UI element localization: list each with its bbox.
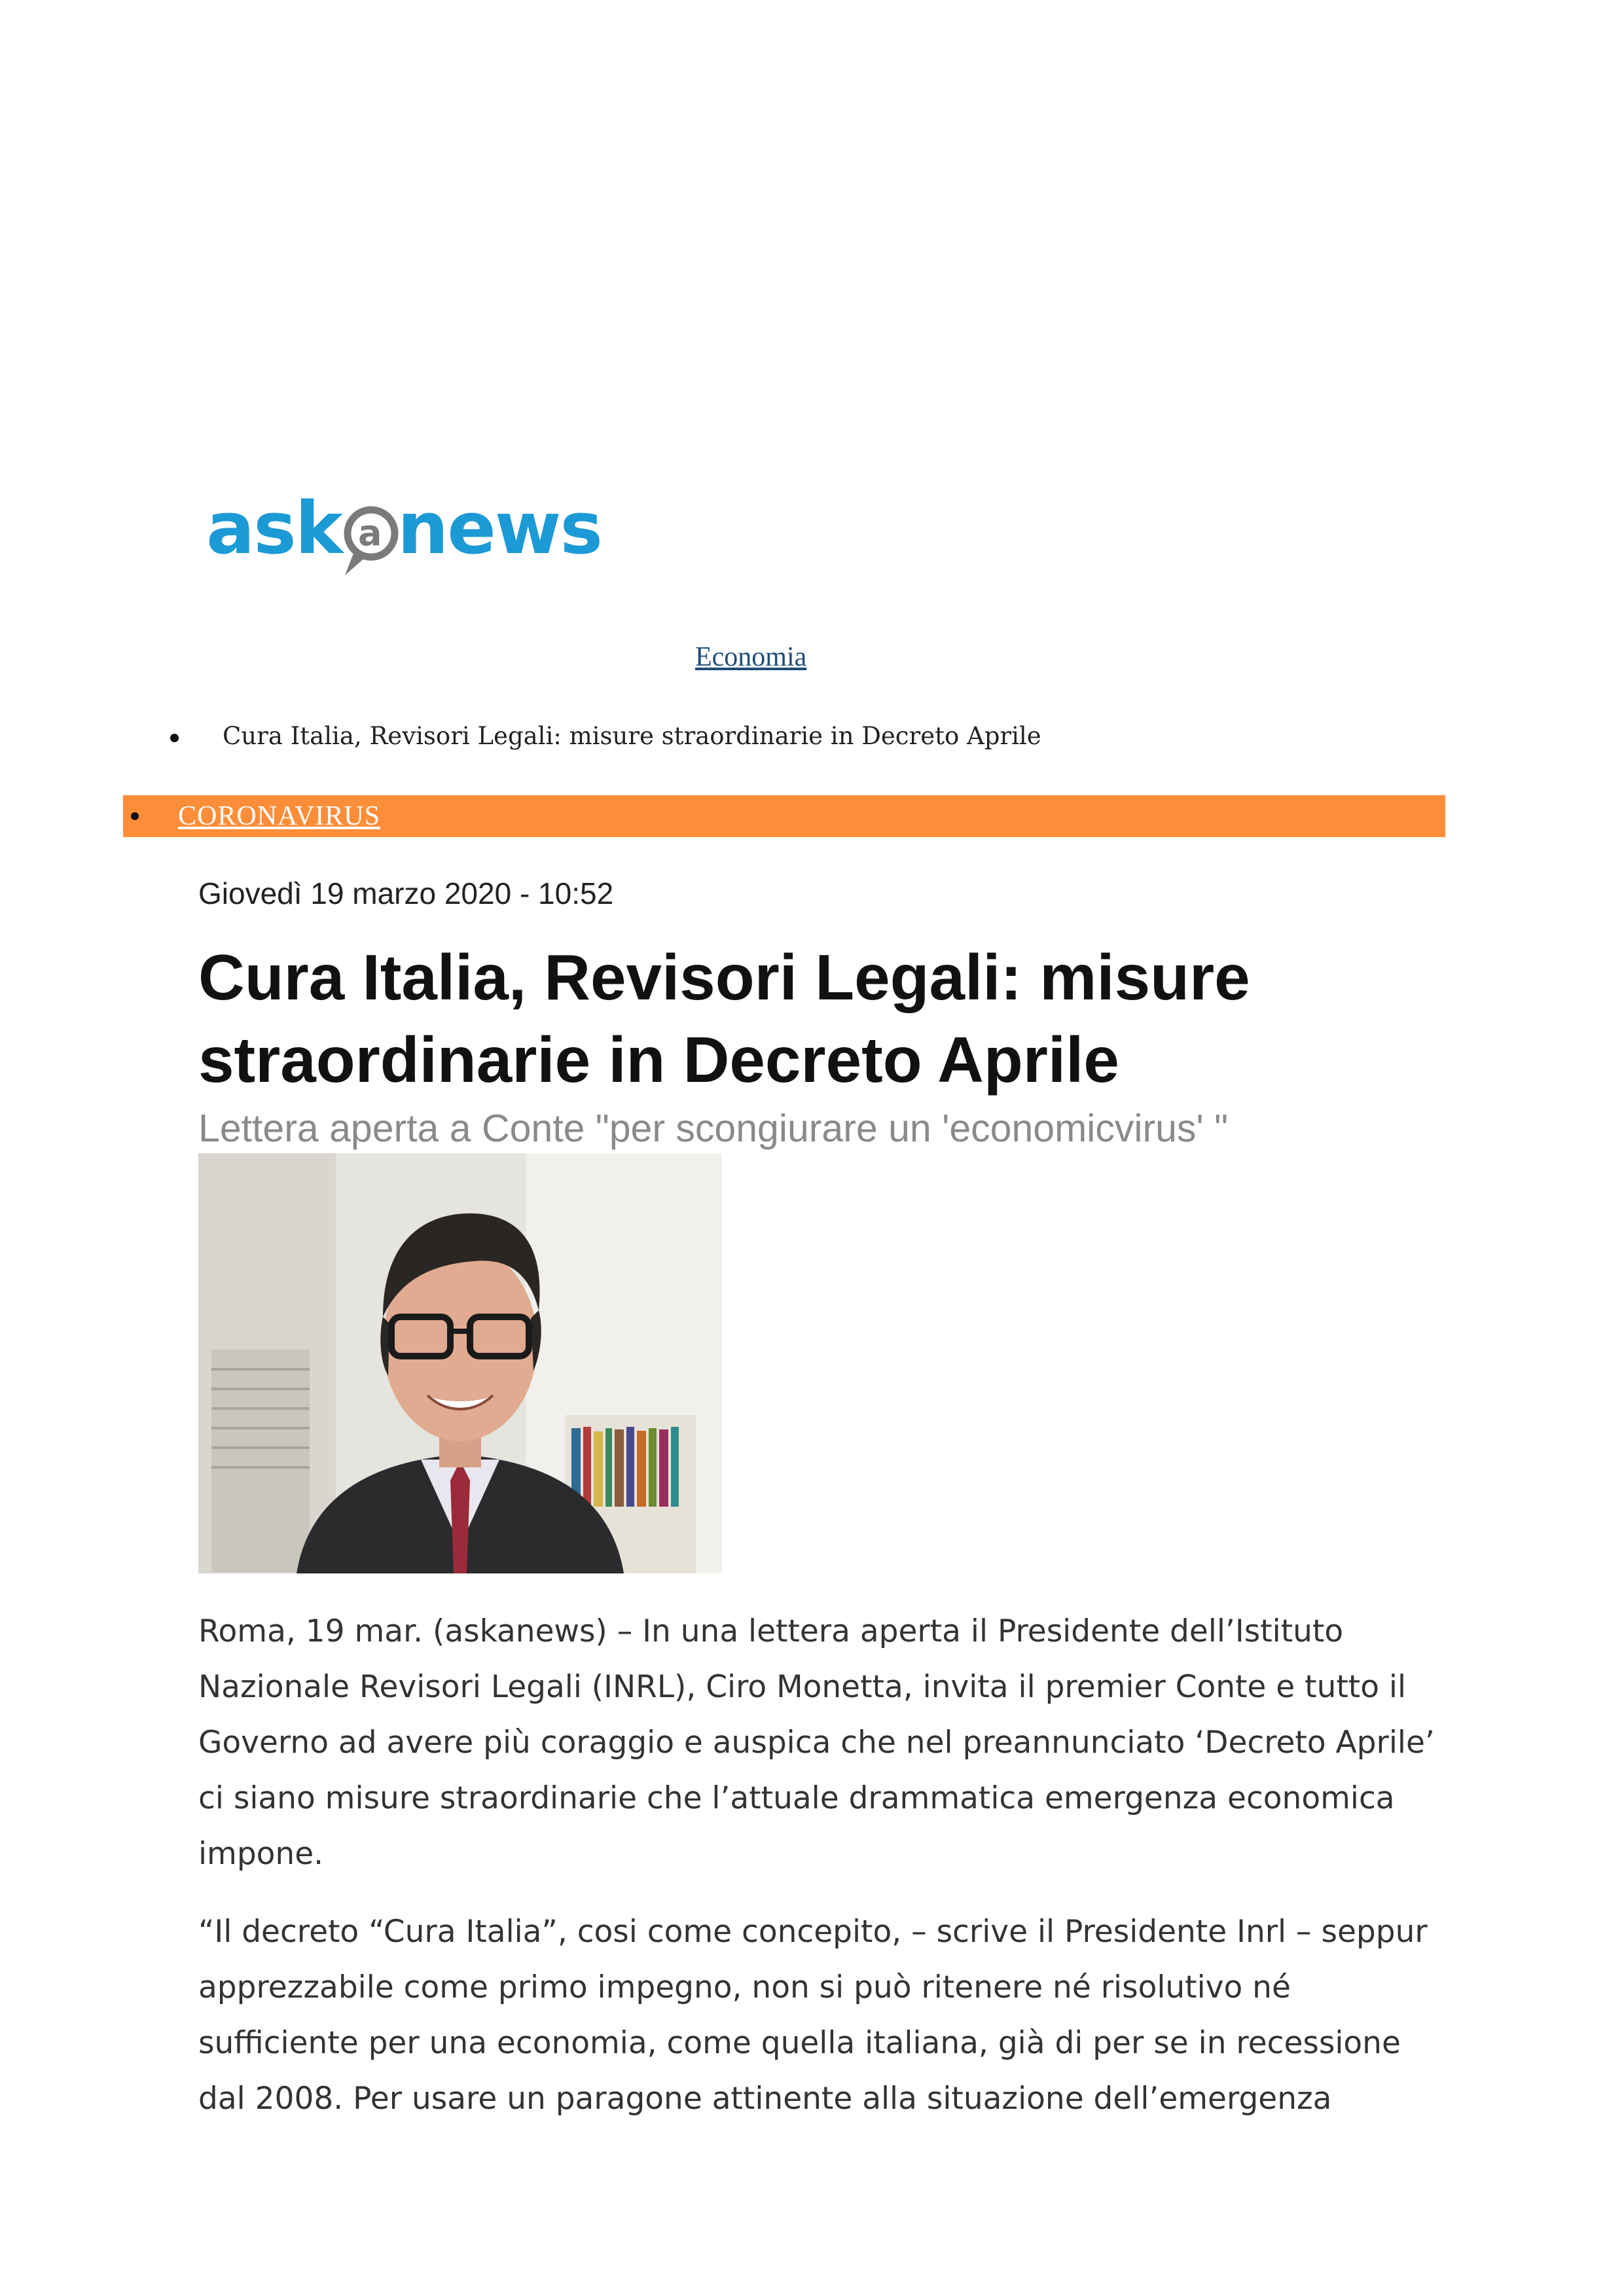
breadcrumb-item [170,722,1041,750]
askanews-logo[interactable] [206,488,691,592]
article-body [198,1604,1445,2149]
svg-text:ask: ask [206,488,342,570]
breadcrumb-item-label: Cura Italia, Revisori Legali: misure straordinarie in Decreto Aprile [223,722,1041,750]
category-tag-bar [123,795,1445,837]
article-date: Giovedì 19 marzo 2020 - 10:52 [198,876,614,910]
bullet-icon [131,812,139,820]
article-photo [198,1153,722,1573]
svg-text:news: news [397,488,602,570]
article-subtitle: Lettera aperta a Conte "per scongiurare un 'economicvirus' " [198,1107,1229,1150]
article-paragraph: “Il decreto “Cura Italia”, cosi come concepito, – scrive il Presidente Inrl – seppur apprezzabile come primo impegno, non si può ritenere né risolutivo né sufficiente per una economia, come quella italiana, già di per se in recessione dal 2008. Per usare un paragone attinente alla situazione dell’emergenza [198,1914,1428,2117]
article-title: Cura Italia, Revisori Legali: misure straordinarie in Decreto Aprile [198,941,1250,1096]
breadcrumb [170,722,1041,750]
tag-link-coronavirus[interactable]: CORONAVIRUS [178,801,380,831]
svg-text:a: a [358,512,382,554]
article-paragraph: Roma, 19 mar. (askanews) – In una lettera aperta il Presidente dell’Istituto Nazionale Revisori Legali (INRL), Ciro Monetta, invita il premier Conte e tutto il Governo ad avere più coraggio e auspica che nel preannunciato ‘Decreto Aprile’ ci siano misure straordinarie che l’attuale drammatica emergenza economica impone. [198,1613,1435,1872]
bullet-icon [170,734,179,742]
section-link-economia[interactable]: Economia [695,642,807,672]
